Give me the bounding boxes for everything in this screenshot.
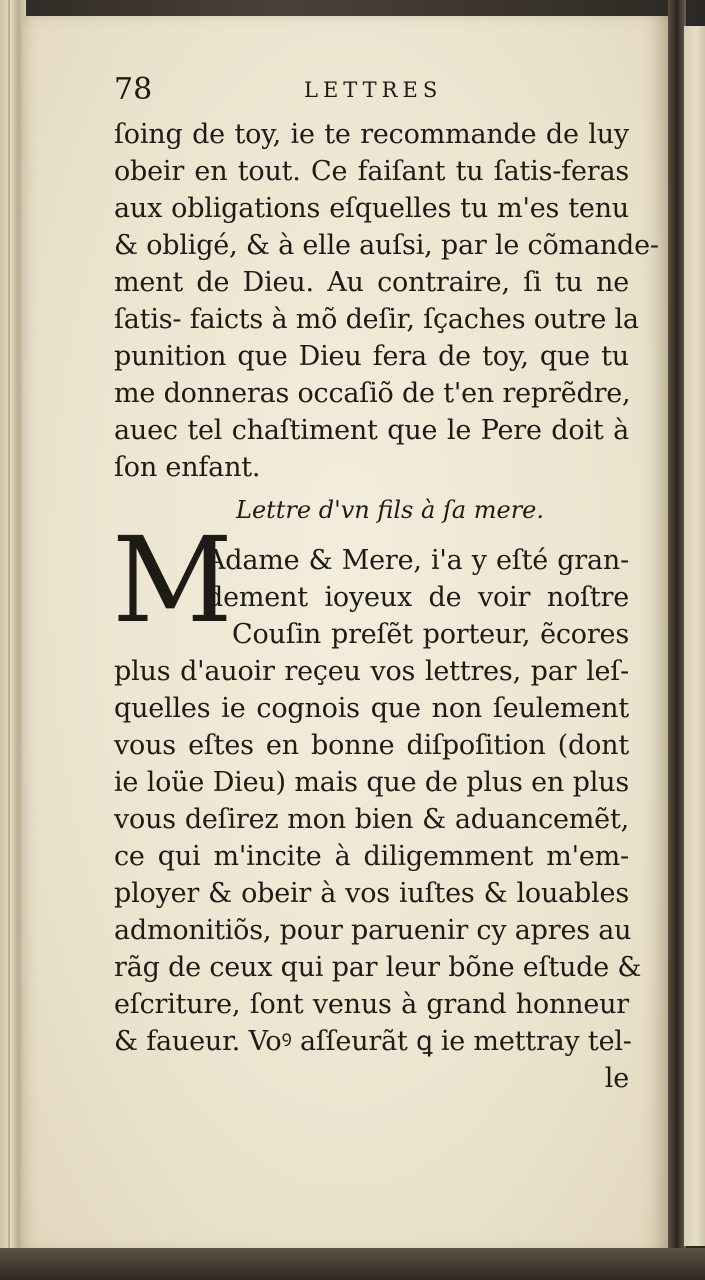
text-line: & faueur. Voꝰ aſſeurãt ꝗ ie mettray tel- [114,1026,632,1057]
text-line: & obligé, & à elle auſsi, par le cõmande- [114,230,659,261]
book-bottom-edge [0,1248,705,1280]
text-line: admonitiõs, pour paruenir cy apres au [114,915,632,946]
text-line: punition que Dieu fera de toy, que tu [114,341,629,372]
text-line: ſatis- faicts à mõ deſir, ſçaches outre la [114,304,639,335]
text-line: obeir en tout. Ce faiſant tu ſatis-feras [114,156,629,187]
text-line: plus d'auoir reçeu vos lettres, par leſ- [114,656,629,687]
page-number: 78 [114,72,153,107]
text-line: me donneras occaſiõ de t'en reprẽdre, [114,378,631,409]
paragraph-2 [114,542,642,1097]
page-header [114,72,629,108]
text-line: vous deſirez mon bien & aduancemẽt, [114,804,629,835]
text-line: Couſin preſẽt porteur, ẽcores [232,619,629,650]
text-line: ſon enfant. [114,452,261,483]
running-head: LETTRES [304,78,443,102]
catchword: le [604,1063,629,1094]
facing-page-edge [684,26,705,1246]
text-line: eſcriture, ſont venus à grand honneur [114,989,629,1020]
text-line: ce qui m'incite à diligemment m'em- [114,841,629,872]
text-line: ie loüe Dieu) mais que de plus en plus [114,767,629,798]
text-line: Adame & Mere, i'a y eſté gran- [206,545,629,576]
text-line: ployer & obeir à vos iuſtes & louables [114,878,629,909]
text-line: auec tel chaſtiment que le Pere doit à [114,415,629,446]
text-line: ment de Dieu. Au contraire, ſi tu ne [114,267,629,298]
letter-heading: Lettre d'vn fils à ſa mere. [236,496,544,524]
text-line: rãg de ceux qui par leur bõne eſtude & [114,952,642,983]
text-line: ſoing de toy, ie te recommande de luy [114,119,629,150]
text-line: dement ioyeux de voir noſtre [206,582,629,613]
text-line: vous eſtes en bonne diſpoſition (dont [114,730,629,761]
paragraph-1 [114,116,659,486]
text-line: aux obligations eſquelles tu m'es tenu [114,193,629,224]
drop-cap: M [112,511,233,649]
text-line: quelles ie cognois que non ſeulement [114,693,629,724]
page-edge-line [8,0,10,1280]
